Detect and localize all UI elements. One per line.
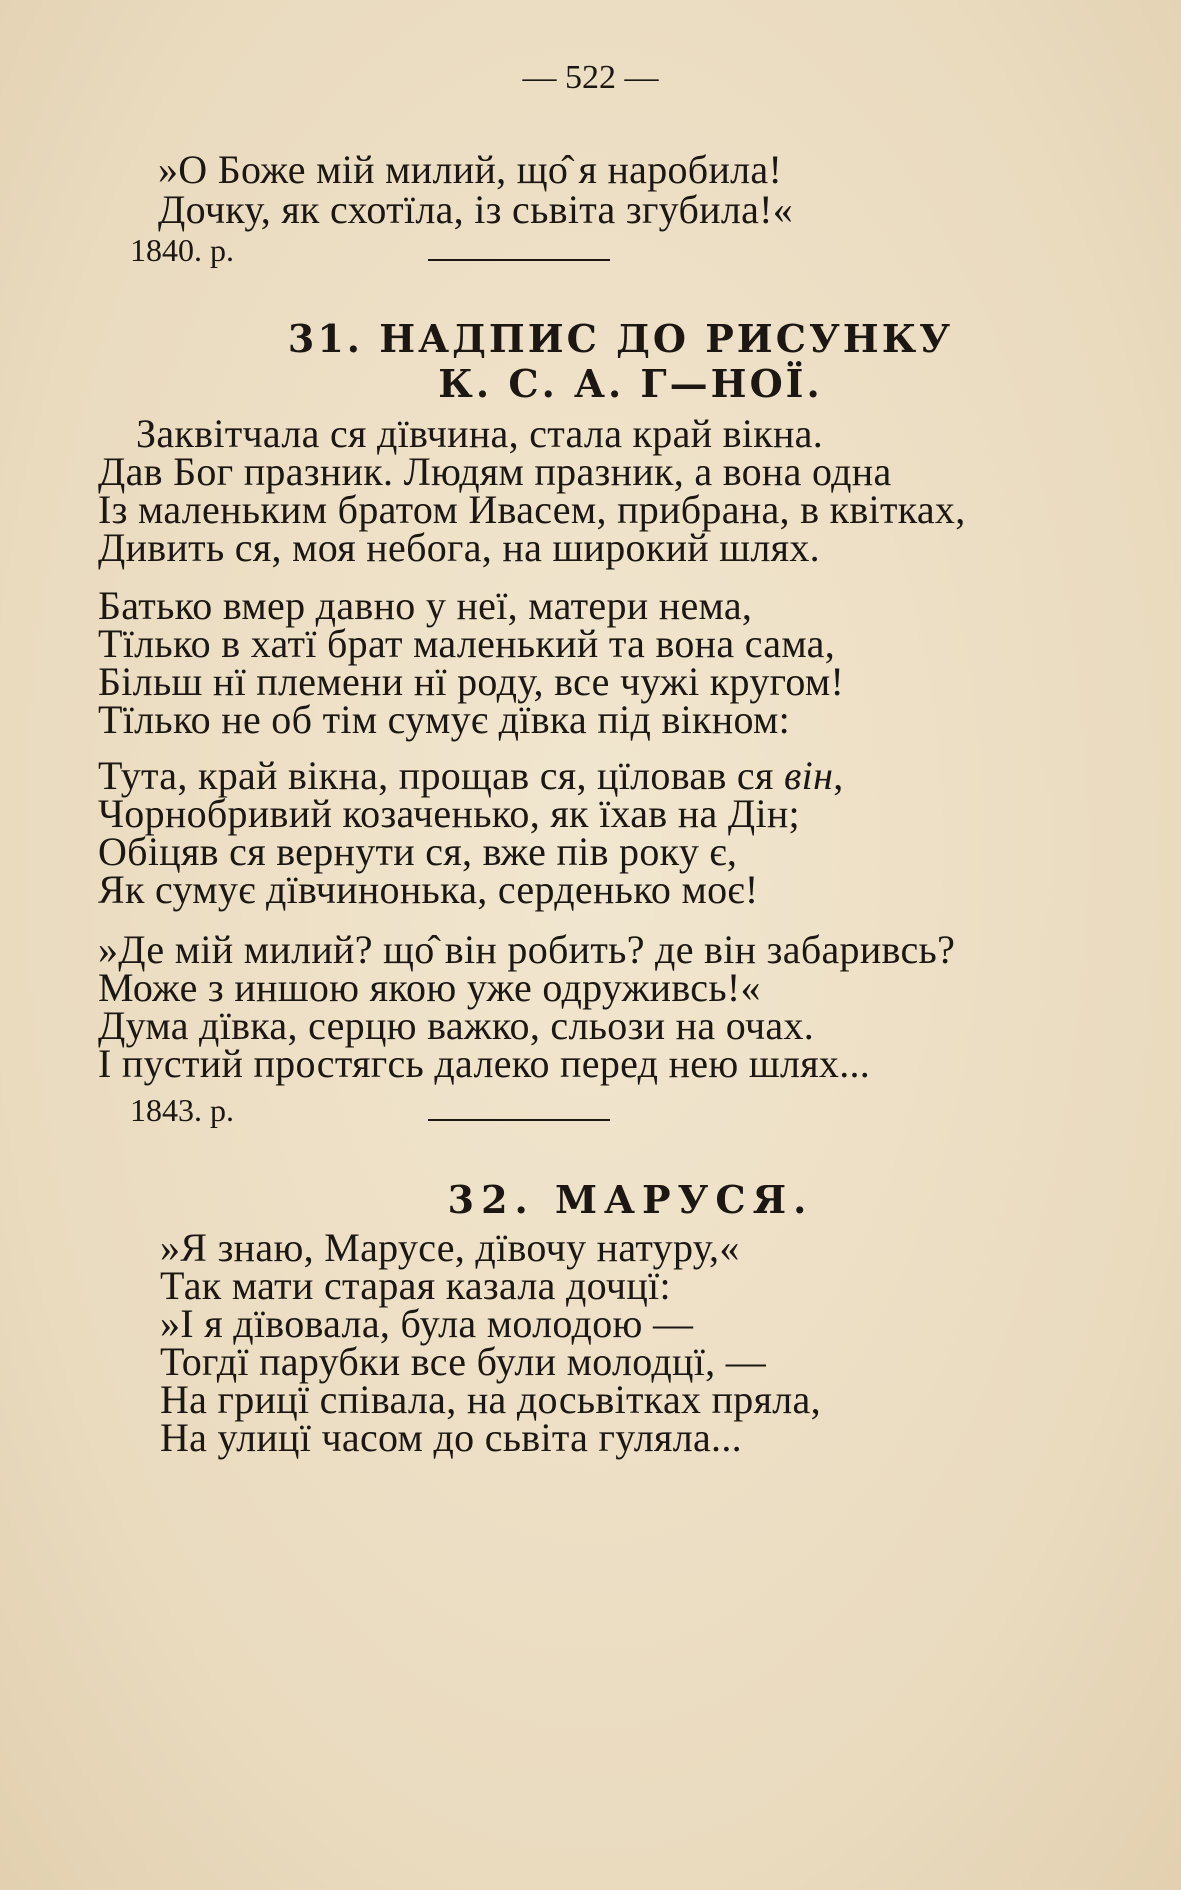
poem-31-line: І пустий простягсь далеко перед нею шлях... (98, 1041, 871, 1086)
poem-31-line: Тїлько в хатї брат маленький та вона сама, (98, 621, 836, 666)
poem-32-line: »Я знаю, Марусе, дївочу натуру,« (160, 1225, 740, 1270)
poem-31-line-text: Тута, край вікна, прощав ся, цїловав ся (98, 753, 774, 798)
page-number: — 522 — (522, 59, 659, 96)
poem-31-line: Дивить ся, моя небога, на широкий шлях. (98, 525, 820, 570)
prev-poem-date: 1840. р. (130, 232, 234, 268)
poem-31-line: Тута, край вікна, прощав ся, цїловав ся він, (98, 753, 844, 798)
poem-31-title: 31. НАДПИС ДО РИСУНКУ (287, 316, 954, 361)
poem-31-line: Заквітчала ся дївчина, стала край вікна. (136, 411, 824, 456)
prev-poem-line-1: »О Боже мій милий, що̂ я наробила! (158, 147, 783, 192)
poem-32-title: 32. МАРУСЯ. (447, 1177, 814, 1222)
poem-31-line: Дав Бог празник. Людям празник, а вона одна (98, 449, 892, 494)
poem-31-line: Батько вмер давно у неї, матери нема, (98, 583, 753, 628)
poem-31-date: 1843. р. (130, 1092, 234, 1128)
prev-poem-line-2: Дочку, як схотїла, із сьвіта згубила!« (158, 187, 794, 232)
section-divider-1 (428, 259, 610, 261)
poem-31-line: Може з иншою якою уже одруживсь!« (98, 965, 761, 1010)
poem-32-line: На улицї часом до сьвіта гуляла... (160, 1415, 742, 1460)
poem-31-line: Дума дївка, серцю важко, сльози на очах. (98, 1003, 815, 1048)
poem-31-italic-word: він (784, 753, 834, 798)
poem-32-line: На грицї співала, на досьвітках пряла, (160, 1377, 821, 1422)
poem-31-line: Чорнобривий козаченько, як їхав на Дін; (98, 791, 800, 836)
poem-32-line: Тогдї парубки все були молодцї, — (160, 1339, 767, 1384)
poem-31-line: Тїлько не об тім сумує дївка під вікном: (98, 697, 791, 742)
poem-31-subtitle: К. С. А. Г—НОЇ. (438, 361, 823, 406)
poem-32-line: Так мати старая казала дочцї: (160, 1263, 671, 1308)
poem-31-line: Як сумує дївчинонька, серденько моє! (98, 867, 759, 912)
poem-32-line: »І я дївовала, була молодою — (160, 1301, 694, 1346)
poem-31-line: Із маленьким братом Ивасем, прибрана, в квітках, (98, 487, 966, 532)
poem-31-line: Обіцяв ся вернути ся, вже пів року є, (98, 829, 738, 874)
poem-31-line: »Де мій милий? що̂ він робить? де він забаривсь? (98, 927, 956, 972)
poem-31-line: Більш нї племени нї роду, все чужі кругом! (98, 659, 845, 704)
section-divider-2 (428, 1119, 610, 1121)
